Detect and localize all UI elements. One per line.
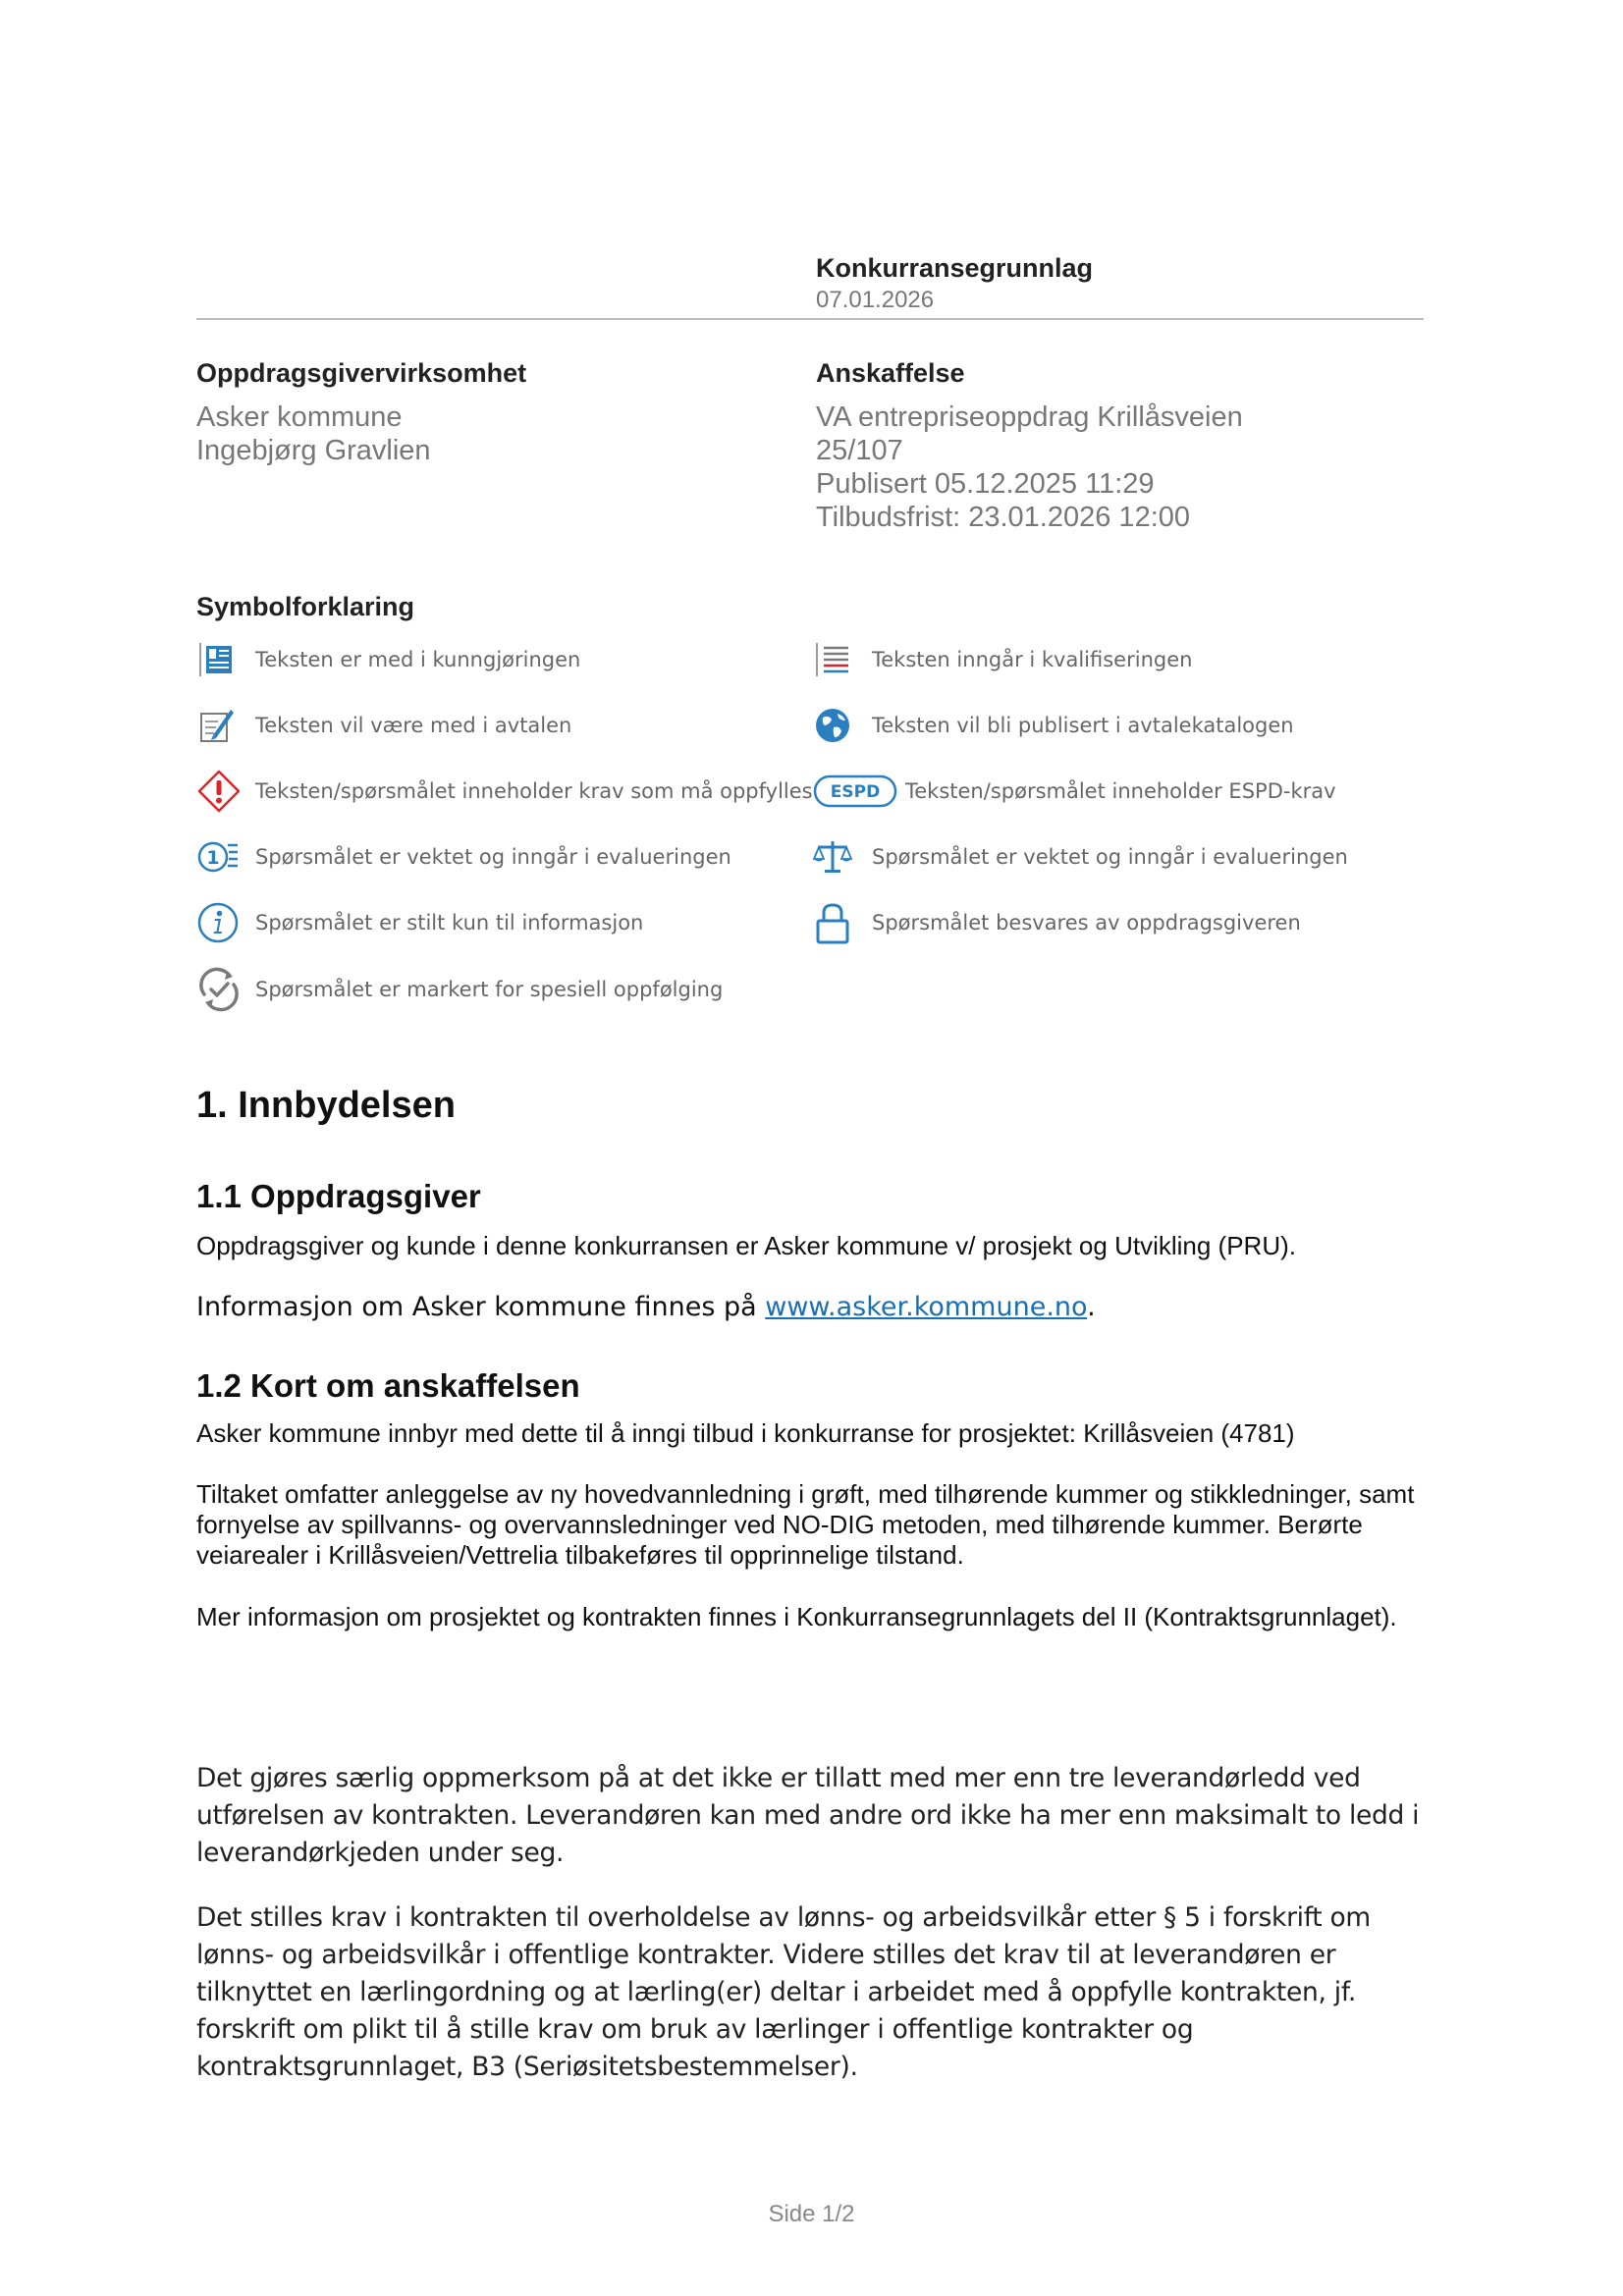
legend-text: Teksten inngår i kvalifiseringen bbox=[872, 648, 1193, 671]
info-icon bbox=[196, 900, 242, 945]
subsection-title-oppdragsgiver: 1.1 Oppdragsgiver bbox=[196, 1178, 481, 1214]
espd-badge-text: ESPD bbox=[830, 782, 881, 802]
procurement-deadline: Tilbudsfrist: 23.01.2026 12:00 bbox=[816, 502, 1191, 533]
espd-badge-icon bbox=[813, 769, 899, 814]
legend-text: Spørsmålet besvares av oppdragsgiveren bbox=[872, 911, 1301, 934]
legend-text: Spørsmålet er stilt kun til informasjon bbox=[255, 911, 644, 934]
procurement-label: Anskaffelse bbox=[816, 358, 965, 388]
paragraph: Tiltaket omfatter anleggelse av ny hovedvannledning i grøft, med tilhørende kummer og stikkledninger, samt fornyelse av spillvanns- og overvannsledninger ved NO-DIG metoden, med tilhørende kummer. Berørte veiarealer i Krillåsveien/Vettrelia tilbakeføres til opprinnelige tilstand. bbox=[196, 1479, 1415, 1570]
legend-item-qualification bbox=[813, 637, 1192, 682]
client-contact: Ingebjørg Gravlien bbox=[196, 435, 431, 466]
header-divider bbox=[196, 318, 1424, 320]
scales-icon bbox=[813, 834, 858, 880]
document-date: 07.01.2026 bbox=[816, 287, 935, 313]
page-number: Side 1/2 bbox=[768, 2201, 855, 2227]
svg-text:1: 1 bbox=[206, 847, 220, 869]
legend-item-scales bbox=[813, 834, 1348, 880]
globe-icon bbox=[813, 703, 858, 748]
procurement-reference: 25/107 bbox=[816, 435, 903, 466]
paragraph: Oppdragsgiver og kunde i denne konkurransen er Asker kommune v/ prosjekt og Utvikling (PRU). bbox=[196, 1231, 1296, 1260]
subsection-title-anskaffelsen: 1.2 Kort om anskaffelsen bbox=[196, 1367, 580, 1404]
contract-pen-icon bbox=[196, 703, 242, 748]
legend-text: Teksten/spørsmålet inneholder krav som må oppfylles bbox=[255, 779, 813, 803]
followup-check-icon bbox=[196, 967, 242, 1012]
legend-text: Spørsmålet er vektet og inngår i evalueringen bbox=[255, 845, 731, 869]
legend-item-lock bbox=[813, 900, 1301, 945]
legend-item-globe bbox=[813, 703, 1294, 748]
warning-diamond-icon bbox=[196, 769, 242, 814]
legend-text: Teksten vil være med i avtalen bbox=[255, 714, 572, 737]
paragraph: Asker kommune innbyr med dette til å inngi tilbud i konkurranse for prosjektet: Krillåsveien (4781) bbox=[196, 1418, 1295, 1448]
legend-item-contract bbox=[196, 703, 571, 748]
procurement-block bbox=[816, 400, 1243, 534]
legend-item-announcement bbox=[196, 637, 580, 682]
info-paragraph bbox=[196, 1292, 1096, 1322]
legend-item-followup bbox=[196, 967, 723, 1012]
procurement-name: VA entrepriseoppdrag Krillåsveien bbox=[816, 401, 1243, 433]
legend-text: Spørsmålet er markert for spesiell oppfølging bbox=[255, 978, 724, 1001]
qualification-icon bbox=[813, 637, 858, 682]
section-title: 1. Innbydelsen bbox=[196, 1085, 456, 1126]
info-text: Informasjon om Asker kommune finnes på bbox=[196, 1292, 766, 1322]
client-block bbox=[196, 400, 431, 467]
document-title: Konkurransegrunnlag bbox=[816, 253, 1094, 283]
weighted-list-icon bbox=[196, 834, 242, 880]
legend-item-espd bbox=[813, 769, 1336, 814]
legend-item-requirement bbox=[196, 769, 813, 814]
asker-kommune-link[interactable]: www.asker.kommune.no bbox=[765, 1292, 1088, 1322]
legend-text: Teksten vil bli publisert i avtalekatalogen bbox=[872, 714, 1294, 737]
legend-title: Symbolforklaring bbox=[196, 592, 415, 621]
paragraph: Det stilles krav i kontrakten til overholdelse av lønns- og arbeidsvilkår etter § 5 i forskrift om lønns- og arbeidsvilkår i offentlige kontrakter. Videre stilles det krav til at leverandøren er tilknyttet en lærlingordning og at lærling(er) deltar i arbeidet med å oppfylle kontrakten, jf. forskrift om plikt til å stille krav om bruk av lærlinger i offentlige kontrakter og kontraktsgrunnlaget, B3 (Seriøsitetsbestemmelser). bbox=[196, 1902, 1371, 2082]
client-label: Oppdragsgivervirksomhet bbox=[196, 358, 527, 388]
legend-item-weighted bbox=[196, 834, 731, 880]
info-suffix: . bbox=[1087, 1292, 1096, 1322]
paragraph: Det gjøres særlig oppmerksom på at det ikke er tillatt med mer enn tre leverandørledd ved utførelsen av kontrakten. Leverandøren kan med andre ord ikke ha mer enn maksimalt to ledd i leverandørkjeden under seg. bbox=[196, 1763, 1420, 1868]
announcement-icon bbox=[196, 637, 242, 682]
lock-icon bbox=[813, 900, 858, 945]
legend-text: Teksten/spørsmålet inneholder ESPD-krav bbox=[905, 779, 1336, 803]
legend-text: Spørsmålet er vektet og inngår i evalueringen bbox=[872, 845, 1348, 869]
legend-text: Teksten er med i kunngjøringen bbox=[255, 648, 581, 671]
paragraph: Mer informasjon om prosjektet og kontrakten finnes i Konkurransegrunnlagets del II (Kontraktsgrunnlaget). bbox=[196, 1602, 1397, 1631]
procurement-published: Publisert 05.12.2025 11:29 bbox=[816, 468, 1155, 500]
legend-item-info bbox=[196, 900, 643, 945]
client-org: Asker kommune bbox=[196, 401, 403, 433]
